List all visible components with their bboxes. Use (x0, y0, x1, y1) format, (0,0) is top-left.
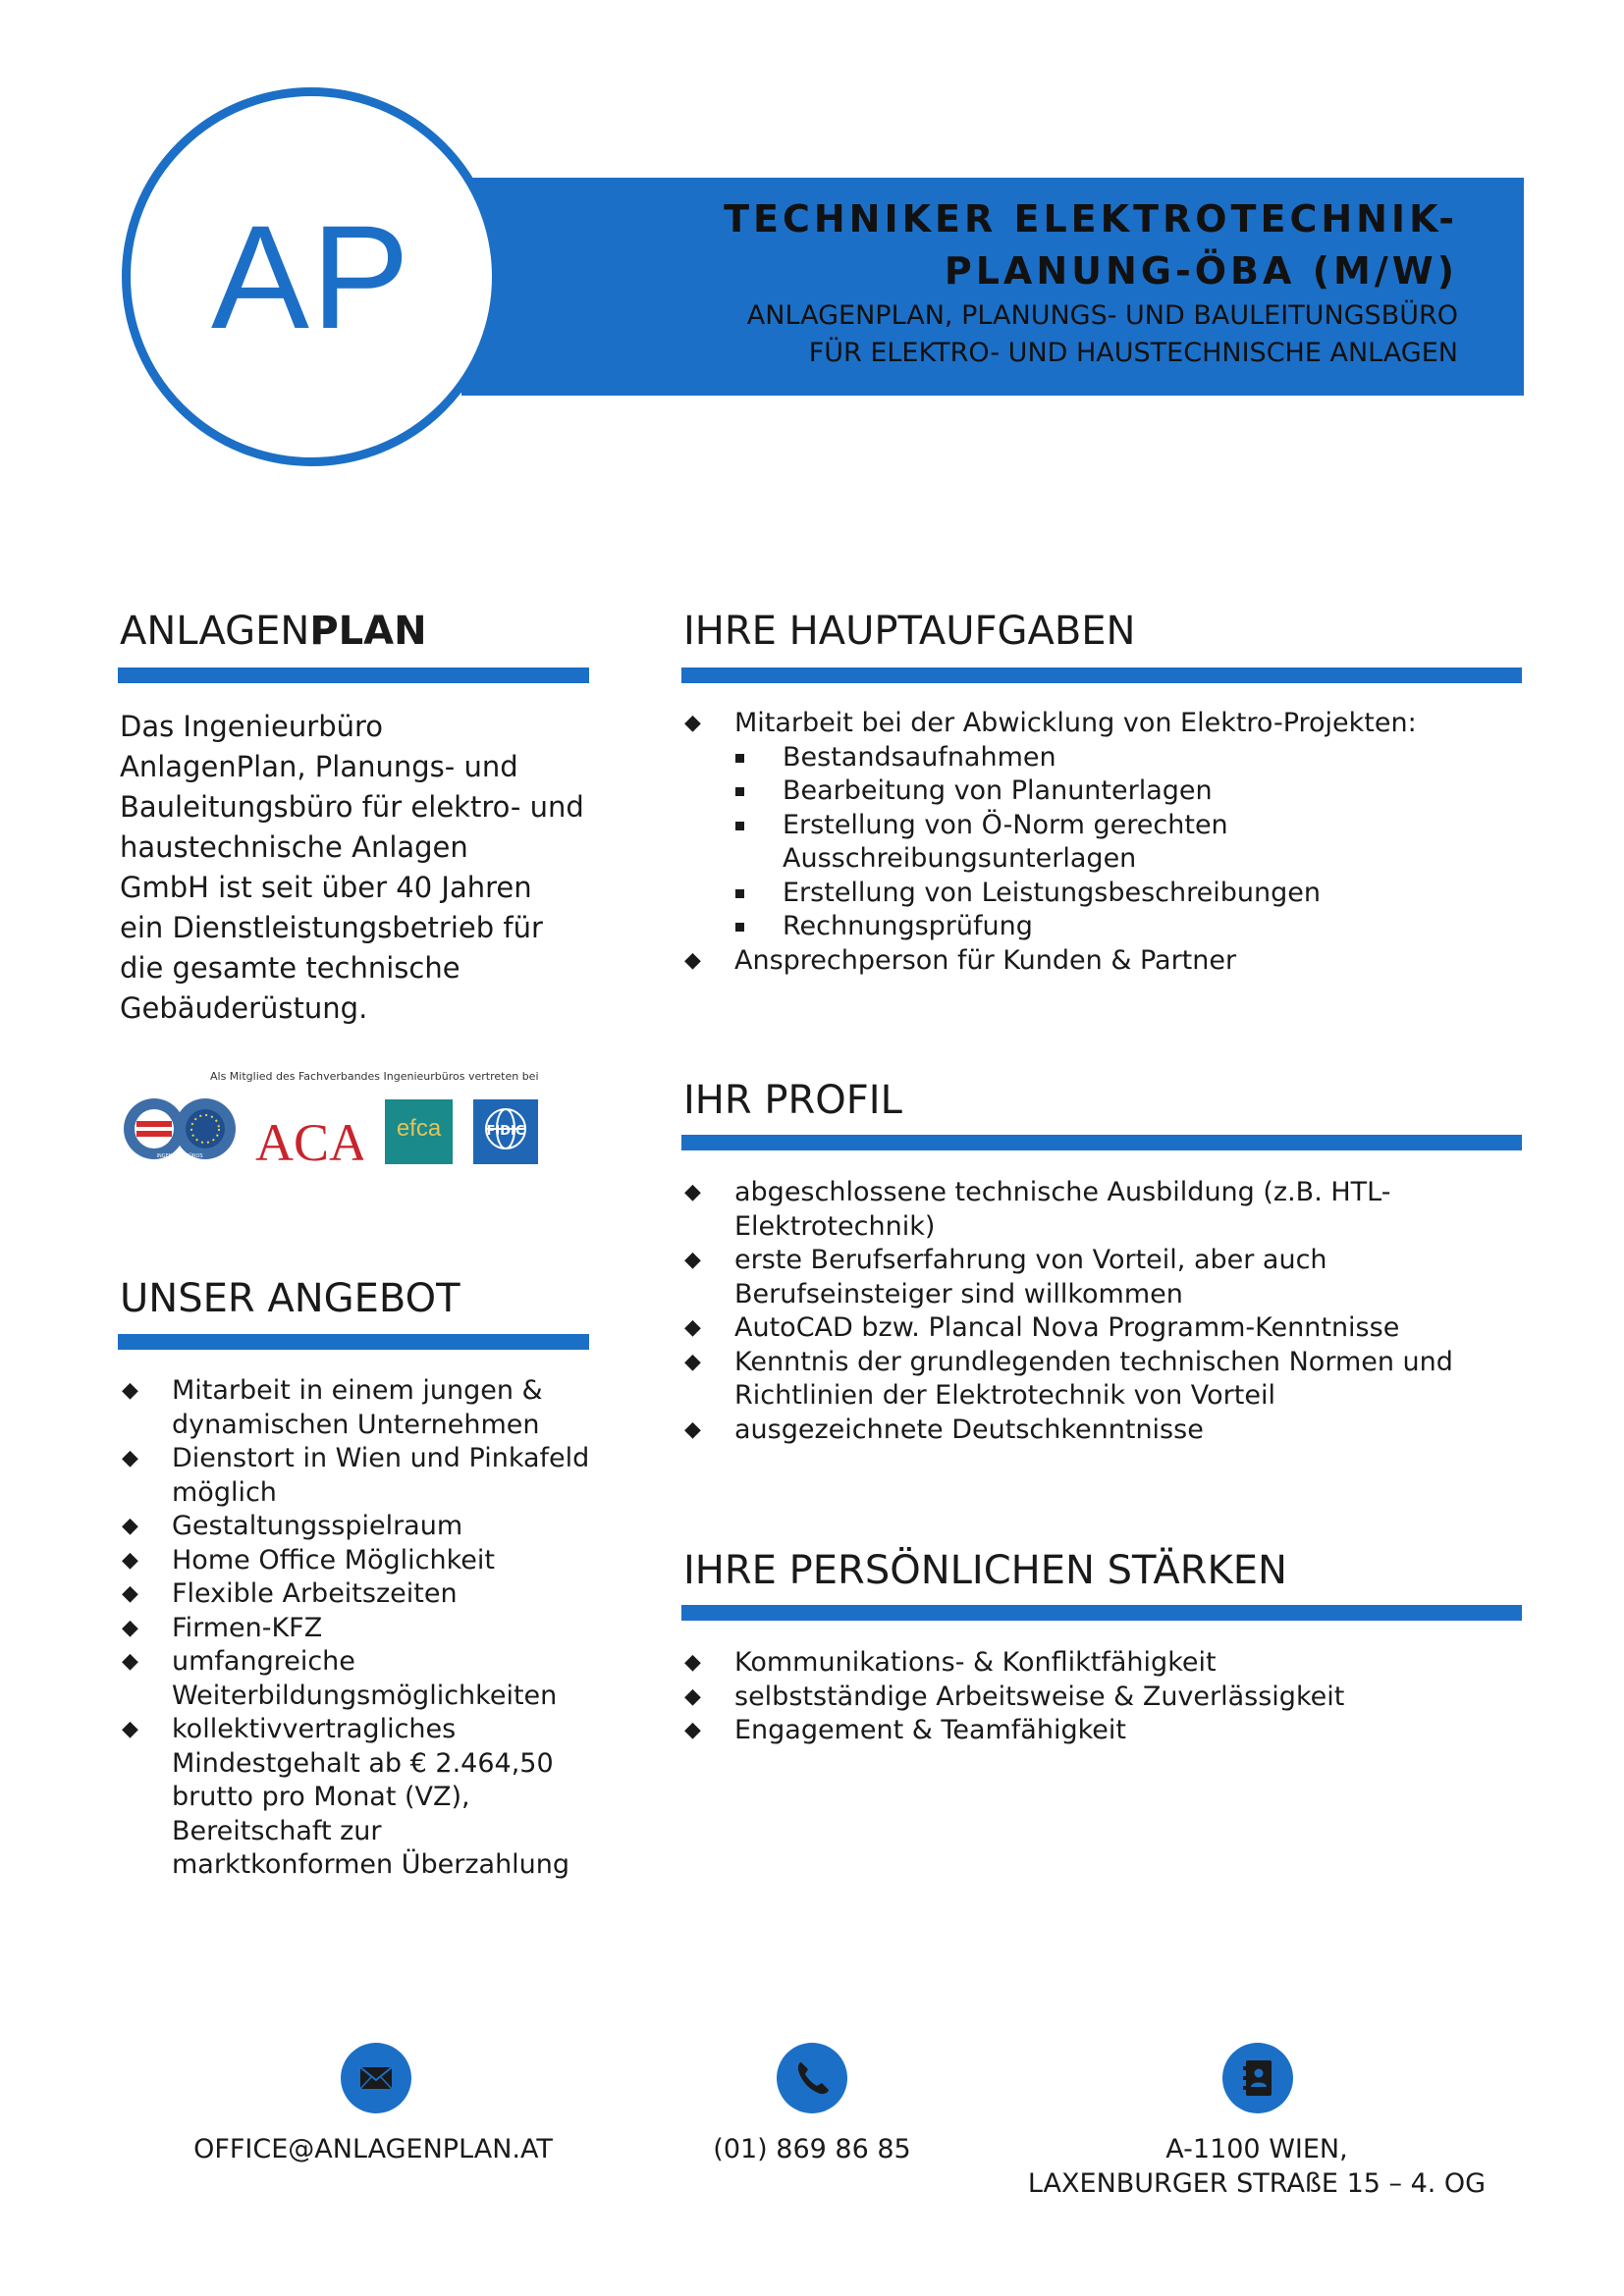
address-text (1011, 2132, 1502, 2201)
list-item (122, 1713, 613, 1883)
list-item-text: dynamischen Unternehmen (172, 1409, 540, 1440)
strengths-list (684, 1646, 1529, 1748)
list-item (684, 1346, 1529, 1414)
list-item-text: Firmen-KFZ (172, 1612, 323, 1643)
offer-list (122, 1374, 613, 1883)
list-item (122, 1645, 613, 1713)
diamond-bullet-icon: ◆ (122, 1649, 138, 1674)
list-item-text: abgeschlossene technische Ausbildung (z.B. HTL- (734, 1177, 1391, 1207)
company-section (120, 609, 427, 654)
section-heading: IHRE PERSÖNLICHEN STÄRKEN (683, 1548, 1287, 1593)
list-item-text: Mitarbeit bei der Abwicklung von Elektro-Projekten: (734, 708, 1417, 738)
list-item (122, 1374, 613, 1442)
efca-logo (385, 1099, 453, 1164)
job-title (574, 193, 1458, 297)
section-rule (681, 1605, 1522, 1621)
section-heading (120, 609, 427, 654)
list-item (684, 1714, 1529, 1748)
list-item (122, 1510, 613, 1544)
square-bullet-icon (735, 923, 744, 932)
list-item-text: Elektrotechnik) (734, 1210, 936, 1242)
diamond-bullet-icon: ◆ (684, 1180, 701, 1204)
list-item (684, 1414, 1529, 1448)
square-bullet-icon (735, 754, 744, 763)
offer-section (120, 1276, 460, 1321)
description-line: die gesamte technische (120, 951, 460, 985)
description-line: Das Ingenieurbüro (120, 710, 384, 743)
diamond-bullet-icon: ◆ (684, 1683, 701, 1709)
list-item-text: Bereitschaft zur (172, 1815, 382, 1846)
company-subtitle-line: FÜR ELEKTRO- UND HAUSTECHNISCHE ANLAGEN (808, 338, 1458, 368)
list-item (684, 707, 1529, 741)
diamond-bullet-icon: ◆ (684, 1315, 701, 1340)
diamond-bullet-icon: ◆ (122, 1446, 138, 1470)
description-line: GmbH ist seit über 40 Jahren (120, 871, 532, 904)
list-item-text: umfangreiche (172, 1646, 355, 1677)
list-item-text: Kenntnis der grundlegenden technischen Normen und (734, 1346, 1453, 1377)
profile-list (684, 1176, 1529, 1447)
list-item (122, 1544, 613, 1578)
description-line: Bauleitungsbüro für elektro- und (120, 790, 584, 824)
tasks-section (683, 609, 1135, 654)
efca-logo-text: efca (396, 1115, 442, 1142)
list-item-text: Ausschreibungsunterlagen (783, 843, 1137, 874)
list-item-text: Weiterbildungsmöglichkeiten (172, 1680, 558, 1711)
ingenieur-seal-logo (122, 1096, 242, 1161)
description-line: ein Dienstleistungsbetrieb für (120, 911, 543, 944)
diamond-bullet-icon: ◆ (122, 1615, 138, 1640)
square-bullet-icon (735, 787, 744, 796)
member-caption: Als Mitglied des Fachverbandes Ingenieurbüros vertreten bei (210, 1070, 539, 1083)
list-item (684, 877, 1529, 911)
list-item-text: selbstständige Arbeitsweise & Zuverlässigkeit (734, 1681, 1345, 1712)
diamond-bullet-icon: ◆ (684, 711, 701, 735)
list-item (684, 910, 1529, 944)
list-item-text: AutoCAD bzw. Plancal Nova Programm-Kenntnisse (734, 1312, 1400, 1343)
diamond-bullet-icon: ◆ (684, 947, 701, 973)
diamond-bullet-icon: ◆ (122, 1581, 138, 1606)
list-item-text: Richtlinien der Elektrotechnik von Vorteil (734, 1380, 1275, 1411)
list-item-text: kollektivvertragliches (172, 1714, 457, 1744)
fidic-logo (473, 1099, 538, 1164)
list-item (684, 1244, 1529, 1311)
list-item-text: Berufseinsteiger sind willkommen (734, 1278, 1183, 1309)
svg-text:FIDIC: FIDIC (486, 1124, 525, 1139)
diamond-bullet-icon: ◆ (122, 1514, 138, 1538)
diamond-bullet-icon: ◆ (684, 1416, 701, 1442)
envelope-icon (341, 2043, 411, 2113)
list-item-text: Engagement & Teamfähigkeit (734, 1715, 1126, 1745)
svg-text:INGENIEUR BÜROS: INGENIEUR BÜROS (156, 1153, 203, 1159)
list-item-text: Rechnungsprüfung (783, 911, 1033, 941)
job-title-line: PLANUNG-ÖBA (M/W) (944, 249, 1458, 293)
list-item (684, 944, 1529, 979)
list-item (684, 1176, 1529, 1244)
description-line: AnlagenPlan, Planungs- und (120, 750, 518, 783)
list-item-text: Erstellung von Leistungsbeschreibungen (783, 877, 1321, 908)
list-item-text: Erstellung von Ö-Norm gerechten (783, 809, 1228, 840)
list-item-text: erste Berufserfahrung von Vorteil, aber auch (734, 1245, 1327, 1275)
section-heading: IHR PROFIL (683, 1078, 902, 1123)
list-item (684, 1311, 1529, 1346)
list-item (684, 1681, 1529, 1715)
section-rule (118, 667, 589, 683)
list-item-text: Mitarbeit in einem jungen & (172, 1375, 543, 1406)
list-item-text: Bearbeitung von Planunterlagen (783, 775, 1213, 806)
heading-light: ANLAGEN (120, 609, 310, 654)
section-heading: IHRE HAUPTAUFGABEN (683, 609, 1136, 654)
section-heading: UNSER ANGEBOT (120, 1276, 460, 1321)
list-item-text: Kommunikations- & Konfliktfähigkeit (734, 1647, 1217, 1678)
aca-logo (253, 1107, 363, 1166)
list-item (684, 1646, 1529, 1681)
job-title-line: TECHNIKER ELEKTROTECHNIK- (724, 197, 1458, 240)
address-line: LAXENBURGER STRAßE 15 – 4. OG (1027, 2168, 1487, 2199)
logo-text: AP (210, 194, 412, 359)
contact-book-icon (1222, 2043, 1293, 2113)
list-item-text: Bestandsaufnahmen (783, 741, 1056, 773)
description-line: Gebäuderüstung. (120, 991, 368, 1025)
list-item (122, 1612, 613, 1646)
profile-section (683, 1078, 902, 1123)
list-item (684, 809, 1529, 877)
list-item-text: brutto pro Monat (VZ), (172, 1782, 470, 1812)
diamond-bullet-icon: ◆ (684, 1248, 701, 1272)
address-line: A-1100 WIEN, (1165, 2134, 1348, 2164)
diamond-bullet-icon: ◆ (684, 1650, 701, 1675)
strengths-section (683, 1548, 1287, 1593)
diamond-bullet-icon: ◆ (684, 1718, 701, 1742)
phone-icon (777, 2043, 847, 2113)
heading-bold: PLAN (309, 609, 427, 654)
company-description (120, 707, 601, 1029)
sub-list-container (684, 741, 1529, 944)
list-item-text: Gestaltungsspielraum (172, 1511, 463, 1541)
list-item (122, 1577, 613, 1612)
list-item-text: Flexible Arbeitszeiten (172, 1578, 458, 1609)
company-subtitle (574, 297, 1458, 372)
email-text: OFFICE@ANLAGENPLAN.AT (193, 2134, 553, 2164)
section-rule (681, 667, 1522, 683)
list-item (122, 1442, 613, 1510)
phone-text: (01) 869 86 85 (713, 2134, 911, 2164)
svg-text:ACA: ACA (255, 1113, 363, 1166)
list-item-text: Dienstort in Wien und Pinkafeld (172, 1443, 590, 1473)
tasks-list (684, 707, 1529, 978)
list-item (684, 774, 1529, 809)
section-rule (118, 1334, 589, 1350)
diamond-bullet-icon: ◆ (122, 1717, 138, 1741)
description-line: haustechnische Anlagen (120, 830, 468, 864)
company-subtitle-line: ANLAGENPLAN, PLANUNGS- UND BAULEITUNGSBÜRO (746, 300, 1458, 331)
list-item-text: marktkonformen Überzahlung (172, 1849, 570, 1880)
diamond-bullet-icon: ◆ (122, 1378, 138, 1403)
list-item-text: ausgezeichnete Deutschkenntnisse (734, 1414, 1204, 1445)
tasks-sublist (684, 741, 1529, 944)
list-item-text: Ansprechperson für Kunden & Partner (734, 944, 1237, 976)
diamond-bullet-icon: ◆ (122, 1547, 138, 1573)
square-bullet-icon (735, 822, 744, 830)
section-rule (681, 1135, 1522, 1150)
list-item (684, 741, 1529, 775)
square-bullet-icon (735, 889, 744, 898)
list-item-text: Home Office Möglichkeit (172, 1544, 495, 1575)
list-item-text: möglich (172, 1476, 277, 1508)
list-item-text: Mindestgehalt ab € 2.464,50 (172, 1747, 554, 1779)
diamond-bullet-icon: ◆ (684, 1349, 701, 1374)
